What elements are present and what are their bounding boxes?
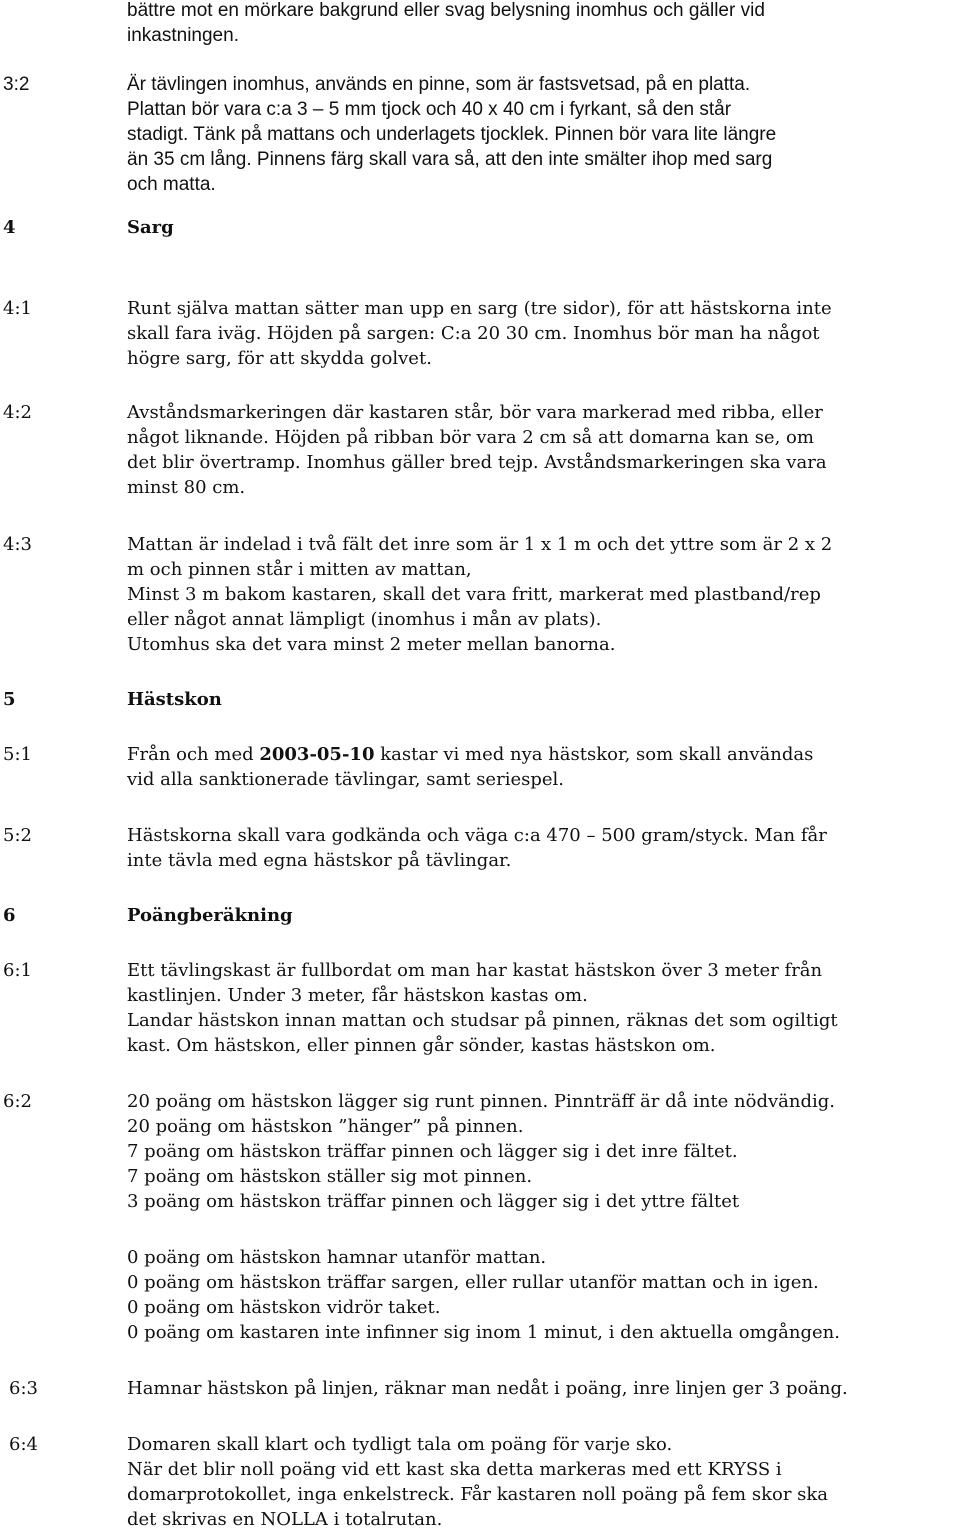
text-line: 0 poäng om hästskon vidrör taket. (127, 1297, 441, 1318)
text-line: 0 poäng om kastaren inte infinner sig inom 1 minut, i den aktuella omgången. (127, 1322, 840, 1343)
text-line: bättre mot en mörkare bakgrund eller svag belysning inomhus och gäller vid (127, 0, 765, 21)
text-line: kast. Om hästskon, eller pinnen går sönder, kastas hästskon om. (127, 1035, 716, 1056)
text-line: Ett tävlingskast är fullbordat om man har kastat hästskon över 3 meter från (127, 960, 823, 981)
text-line: Hästskorna skall vara godkända och väga c:a 470 – 500 gram/styck. Man får (127, 825, 827, 846)
text-line: 7 poäng om hästskon ställer sig mot pinnen. (127, 1166, 533, 1187)
text-line: inte tävla med egna hästskor på tävlingar. (127, 850, 512, 871)
section-title: Hästskon (127, 689, 222, 710)
text-line: 3 poäng om hästskon träffar pinnen och lägger sig i det yttre fältet (127, 1191, 740, 1212)
text-line: det blir övertramp. Inomhus gäller bred tejp. Avståndsmarkeringen ska vara (127, 452, 827, 473)
text-line: Är tävlingen inomhus, används en pinne, som är fastsvetsad, på en platta. (127, 74, 751, 95)
text-line: stadigt. Tänk på mattans och underlagets tjocklek. Pinnen bör vara lite längre (127, 124, 777, 145)
text-line: något liknande. Höjden på ribban bör vara 2 cm så att domarna kan se, om (127, 427, 814, 448)
section-title: Sarg (127, 217, 174, 238)
paragraph-number: 5:2 (3, 825, 32, 846)
text-line: Domaren skall klart och tydligt tala om poäng för varje sko. (127, 1434, 673, 1455)
section-title: Poängberäkning (127, 905, 293, 926)
text-line: eller något annat lämpligt (inomhus i mån av plats). (127, 609, 602, 630)
text-line: och matta. (127, 174, 216, 195)
paragraph-number: 4:3 (3, 534, 32, 555)
text-line: Utomhus ska det vara minst 2 meter mellan banorna. (127, 634, 616, 655)
paragraph-number: 4:2 (3, 402, 32, 423)
text-line: Minst 3 m bakom kastaren, skall det vara fritt, markerat med plastband/rep (127, 584, 821, 605)
paragraph-number: 4:1 (3, 298, 32, 319)
text-line: minst 80 cm. (127, 477, 246, 498)
text-line: skall fara iväg. Höjden på sargen: C:a 20 30 cm. Inomhus bör man ha något (127, 323, 820, 344)
text-line: 20 poäng om hästskon lägger sig runt pinnen. Pinnträff är då inte nödvändig. (127, 1091, 836, 1112)
effective-date: 2003-05-10 (259, 744, 375, 765)
text-line: 7 poäng om hästskon träffar pinnen och lägger sig i det inre fältet. (127, 1141, 738, 1162)
paragraph-number: 6:1 (3, 960, 32, 981)
text-line: Runt själva mattan sätter man upp en sarg (tre sidor), för att hästskorna inte (127, 298, 832, 319)
text-line: Landar hästskon innan mattan och studsar på pinnen, räknas det som ogiltigt (127, 1010, 838, 1031)
text-line: Plattan bör vara c:a 3 – 5 mm tjock och 40 x 40 cm i fyrkant, så den står (127, 99, 732, 120)
text-line: 0 poäng om hästskon hamnar utanför mattan. (127, 1247, 547, 1268)
section-number: 4 (3, 217, 16, 238)
section-number: 6 (3, 905, 16, 926)
section-number: 5 (3, 689, 16, 710)
text-line: m och pinnen står i mitten av mattan, (127, 559, 472, 580)
text-line: domarprotokollet, inga enkelstreck. Får kastaren noll poäng på fem skor ska (127, 1484, 829, 1505)
text-line: Avståndsmarkeringen där kastaren står, bör vara markerad med ribba, eller (127, 402, 823, 423)
paragraph-number: 3:2 (3, 74, 30, 95)
text-line: 0 poäng om hästskon träffar sargen, eller rullar utanför mattan och in igen. (127, 1272, 819, 1293)
text-line: Från och med 2003-05-10 kastar vi med nya hästskor, som skall användas (127, 744, 814, 765)
text-line: Mattan är indelad i två fält det inre som är 1 x 1 m och det yttre som är 2 x 2 (127, 534, 833, 555)
text-line: 20 poäng om hästskon ”hänger” på pinnen. (127, 1116, 524, 1137)
paragraph-number: 6:3 (9, 1378, 38, 1399)
text-line: än 35 cm lång. Pinnens färg skall vara så, att den inte smälter ihop med sarg (127, 149, 773, 170)
paragraph-number: 5:1 (3, 744, 32, 765)
text-line: det skrivas en NOLLA i totalrutan. (127, 1509, 443, 1530)
text-line: kastlinjen. Under 3 meter, får hästskon kastas om. (127, 985, 588, 1006)
paragraph-number: 6:4 (9, 1434, 38, 1455)
text-line: vid alla sanktionerade tävlingar, samt seriespel. (127, 769, 564, 790)
text-line: högre sarg, för att skydda golvet. (127, 348, 432, 369)
text-line: Hamnar hästskon på linjen, räknar man nedåt i poäng, inre linjen ger 3 poäng. (127, 1378, 848, 1399)
text-line: När det blir noll poäng vid ett kast ska detta markeras med ett KRYSS i (127, 1459, 782, 1480)
text-line: inkastningen. (127, 25, 239, 46)
paragraph-number: 6:2 (3, 1091, 32, 1112)
